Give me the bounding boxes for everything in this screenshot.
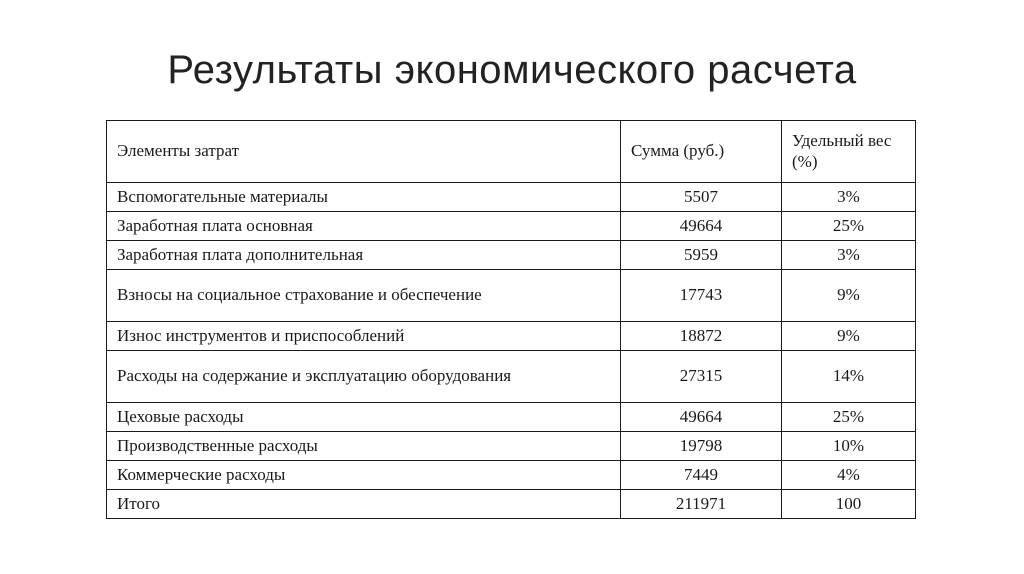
table-row — [107, 270, 916, 322]
header-share: Удельный вес (%) — [782, 121, 916, 183]
row-name: Коммерческие расходы — [107, 461, 621, 490]
row-sum: 19798 — [621, 432, 782, 461]
row-share: 9% — [782, 322, 916, 351]
table-row — [107, 183, 916, 212]
row-share: 100 — [782, 490, 916, 519]
header-sum: Сумма (руб.) — [621, 121, 782, 183]
row-share: 10% — [782, 432, 916, 461]
header-element: Элементы затрат — [107, 121, 621, 183]
row-share: 9% — [782, 270, 916, 322]
table-header-row — [107, 121, 916, 183]
table-row — [107, 351, 916, 403]
row-name: Итого — [107, 490, 621, 519]
row-name: Заработная плата дополнительная — [107, 241, 621, 270]
row-sum: 7449 — [621, 461, 782, 490]
row-share: 14% — [782, 351, 916, 403]
row-name: Взносы на социальное страхование и обеспечение — [107, 270, 621, 322]
row-name: Вспомогательные материалы — [107, 183, 621, 212]
row-name: Износ инструментов и приспособлений — [107, 322, 621, 351]
table-row-total — [107, 490, 916, 519]
row-share: 3% — [782, 241, 916, 270]
row-name: Заработная плата основная — [107, 212, 621, 241]
row-name: Расходы на содержание и эксплуатацию оборудования — [107, 351, 621, 403]
row-sum: 211971 — [621, 490, 782, 519]
table-row — [107, 432, 916, 461]
table-row — [107, 212, 916, 241]
row-sum: 49664 — [621, 403, 782, 432]
row-sum: 5959 — [621, 241, 782, 270]
row-share: 3% — [782, 183, 916, 212]
row-sum: 5507 — [621, 183, 782, 212]
table-row — [107, 461, 916, 490]
row-sum: 27315 — [621, 351, 782, 403]
table-row — [107, 322, 916, 351]
row-sum: 49664 — [621, 212, 782, 241]
table-row — [107, 403, 916, 432]
slide-title: Результаты экономического расчета — [167, 48, 857, 92]
table-row — [107, 241, 916, 270]
row-sum: 18872 — [621, 322, 782, 351]
row-share: 25% — [782, 403, 916, 432]
row-name: Цеховые расходы — [107, 403, 621, 432]
cost-table — [106, 120, 916, 519]
row-share: 4% — [782, 461, 916, 490]
row-share: 25% — [782, 212, 916, 241]
row-sum: 17743 — [621, 270, 782, 322]
row-name: Производственные расходы — [107, 432, 621, 461]
